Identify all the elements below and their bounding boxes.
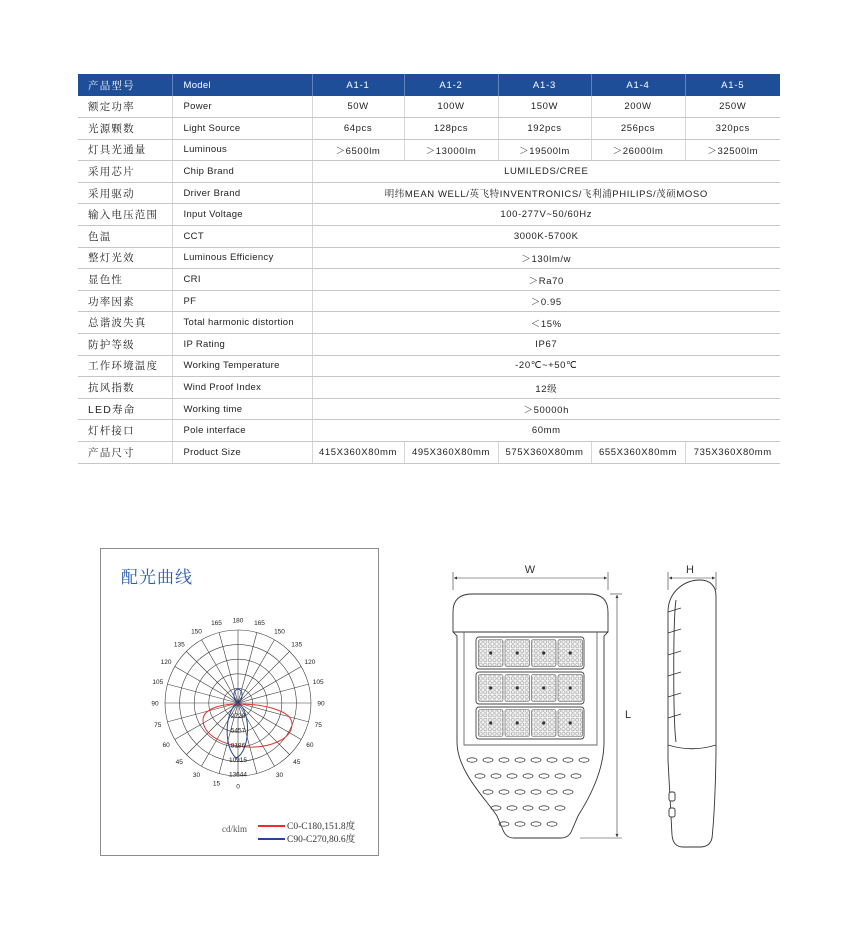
spec-value: ＞50000h xyxy=(312,398,780,420)
spec-value: ＞0.95 xyxy=(312,290,780,312)
spec-label-en: CRI xyxy=(172,269,312,291)
side-view-outline xyxy=(668,580,716,847)
polar-angle-label: 90 xyxy=(151,700,159,708)
spec-value: 320pcs xyxy=(685,118,780,140)
polar-angle-label: 180 xyxy=(232,617,244,625)
spec-value: 256pcs xyxy=(591,118,685,140)
spec-value: 100-277V~50/60Hz xyxy=(312,204,780,226)
spec-label-cn: 工作环境温度 xyxy=(78,355,172,377)
spec-value: ＞Ra70 xyxy=(312,269,780,291)
spec-label-cn: 总谐波失真 xyxy=(78,312,172,334)
spec-value: ＞6500lm xyxy=(312,139,404,161)
spec-value: 192pcs xyxy=(498,118,591,140)
spec-value: 12级 xyxy=(312,377,780,399)
spec-label-cn: 采用芯片 xyxy=(78,161,172,183)
polar-angle-label: 60 xyxy=(162,741,170,749)
header-model-a1-2: A1-2 xyxy=(404,74,498,96)
led-modules xyxy=(476,637,584,739)
spec-value: 64pcs xyxy=(312,118,404,140)
polar-angle-label: 105 xyxy=(312,678,324,686)
legend-unit: cd/klm xyxy=(222,824,247,834)
spec-value: 655X360X80mm xyxy=(591,442,685,464)
front-view xyxy=(453,594,608,838)
polar-radial-label: 2728 xyxy=(230,713,246,721)
spec-label-en: Total harmonic distortion xyxy=(172,312,312,334)
polar-angle-label: 75 xyxy=(154,721,162,729)
spec-value: 200W xyxy=(591,96,685,118)
spec-value: 150W xyxy=(498,96,591,118)
spec-value: -20℃~+50℃ xyxy=(312,355,780,377)
spec-value: 明纬MEAN WELL/英飞特INVENTRONICS/飞利浦PHILIPS/茂硕MOSO xyxy=(312,182,780,204)
spec-label-cn: 额定功率 xyxy=(78,96,172,118)
polar-angle-label: 150 xyxy=(274,628,285,636)
spec-value: ＜15% xyxy=(312,312,780,334)
length-label: L xyxy=(625,709,632,721)
polar-angle-label: 165 xyxy=(211,620,222,628)
side-view-bolt xyxy=(669,808,675,817)
spec-value: ＞19500lm xyxy=(498,139,591,161)
spec-label-cn: 采用驱动 xyxy=(78,182,172,204)
spec-value: 100W xyxy=(404,96,498,118)
header-label-cn: 产品型号 xyxy=(78,74,172,96)
spec-label-cn: 光源颗数 xyxy=(78,118,172,140)
spec-value: 50W xyxy=(312,96,404,118)
polar-angle-label: 135 xyxy=(291,641,303,649)
spec-label-cn: 色温 xyxy=(78,226,172,248)
spec-label-cn: 灯具光通量 xyxy=(78,139,172,161)
polar-angle-label: 30 xyxy=(192,772,201,780)
polar-angle-label: 135 xyxy=(173,641,185,649)
header-model-a1-1: A1-1 xyxy=(312,74,404,96)
header-model-a1-3: A1-3 xyxy=(498,74,591,96)
spec-label-cn: 抗风指数 xyxy=(78,377,172,399)
spec-label-en: Working Temperature xyxy=(172,355,312,377)
spec-label-en: IP Rating xyxy=(172,334,312,356)
spec-label-cn: 防护等级 xyxy=(78,334,172,356)
spec-value: 495X360X80mm xyxy=(404,442,498,464)
spec-label-en: Input Voltage xyxy=(172,204,312,226)
header-model-a1-4: A1-4 xyxy=(591,74,685,96)
legend-label-c0-c180: C0-C180,151.8度 xyxy=(287,822,356,832)
polar-radial-label: 5457 xyxy=(230,727,246,735)
side-view xyxy=(668,580,716,847)
spec-label-cn: 整灯光效 xyxy=(78,247,172,269)
spec-label-en: Working time xyxy=(172,398,312,420)
led-module xyxy=(476,672,584,704)
spec-label-en: Luminous Efficiency xyxy=(172,247,312,269)
light-distribution-title: 配光曲线 xyxy=(121,568,193,587)
spec-label-en: CCT xyxy=(172,226,312,248)
header-label-en: Model xyxy=(172,74,312,96)
spec-value: 128pcs xyxy=(404,118,498,140)
polar-angle-label: 0 xyxy=(236,783,240,791)
spec-value: ＞32500lm xyxy=(685,139,780,161)
width-label: W xyxy=(524,564,536,576)
spec-label-cn: 产品尺寸 xyxy=(78,442,172,464)
spec-value: 60mm xyxy=(312,420,780,442)
spec-label-en: PF xyxy=(172,290,312,312)
polar-angle-label: 105 xyxy=(152,678,164,686)
side-view-bolt xyxy=(669,792,675,801)
spec-value: 250W xyxy=(685,96,780,118)
spec-value: ＞130lm/w xyxy=(312,247,780,269)
polar-angle-label: 30 xyxy=(275,772,284,780)
spec-label-en: Power xyxy=(172,96,312,118)
polar-angle-label: 45 xyxy=(293,759,301,766)
led-module xyxy=(476,637,584,669)
led-module xyxy=(476,707,584,739)
spec-label-cn: 显色性 xyxy=(78,269,172,291)
polar-angle-label: 120 xyxy=(304,658,316,666)
height-label: H xyxy=(686,564,694,576)
polar-angle-label: 150 xyxy=(191,628,202,636)
spec-value: LUMILEDS/CREE xyxy=(312,161,780,183)
spec-label-en: Chip Brand xyxy=(172,161,312,183)
spec-value: IP67 xyxy=(312,334,780,356)
spec-value: 415X360X80mm xyxy=(312,442,404,464)
spec-label-cn: 输入电压范围 xyxy=(78,204,172,226)
spec-value: 735X360X80mm xyxy=(685,442,780,464)
polar-angle-label: 60 xyxy=(306,741,314,749)
spec-label-en: Light Source xyxy=(172,118,312,140)
polar-angle-label: 75 xyxy=(314,721,322,729)
spec-label-cn: 灯杆接口 xyxy=(78,420,172,442)
polar-angle-label: 165 xyxy=(254,620,265,628)
spec-label-en: Wind Proof Index xyxy=(172,377,312,399)
spec-value: ＞26000lm xyxy=(591,139,685,161)
legend-label-c90-c270: C90-C270,80.6度 xyxy=(287,835,356,845)
spec-value: 3000K-5700K xyxy=(312,226,780,248)
spec-label-en: Luminous xyxy=(172,139,312,161)
spec-label-en: Driver Brand xyxy=(172,182,312,204)
spec-value: 575X360X80mm xyxy=(498,442,591,464)
spec-label-cn: 功率因素 xyxy=(78,290,172,312)
polar-radial-label: 8186 xyxy=(230,742,246,750)
polar-angle-label: 120 xyxy=(160,658,172,666)
spec-label-cn: LED寿命 xyxy=(78,398,172,420)
polar-radial-label: 13644 xyxy=(228,771,248,779)
spec-label-en: Pole interface xyxy=(172,420,312,442)
polar-radial-label: 10915 xyxy=(228,756,248,764)
polar-angle-label: 90 xyxy=(317,700,325,708)
polar-angle-label: 15 xyxy=(212,780,221,788)
header-model-a1-5: A1-5 xyxy=(685,74,780,96)
spec-value: ＞13000lm xyxy=(404,139,498,161)
polar-angle-label: 45 xyxy=(175,759,183,766)
spec-label-en: Product Size xyxy=(172,442,312,464)
